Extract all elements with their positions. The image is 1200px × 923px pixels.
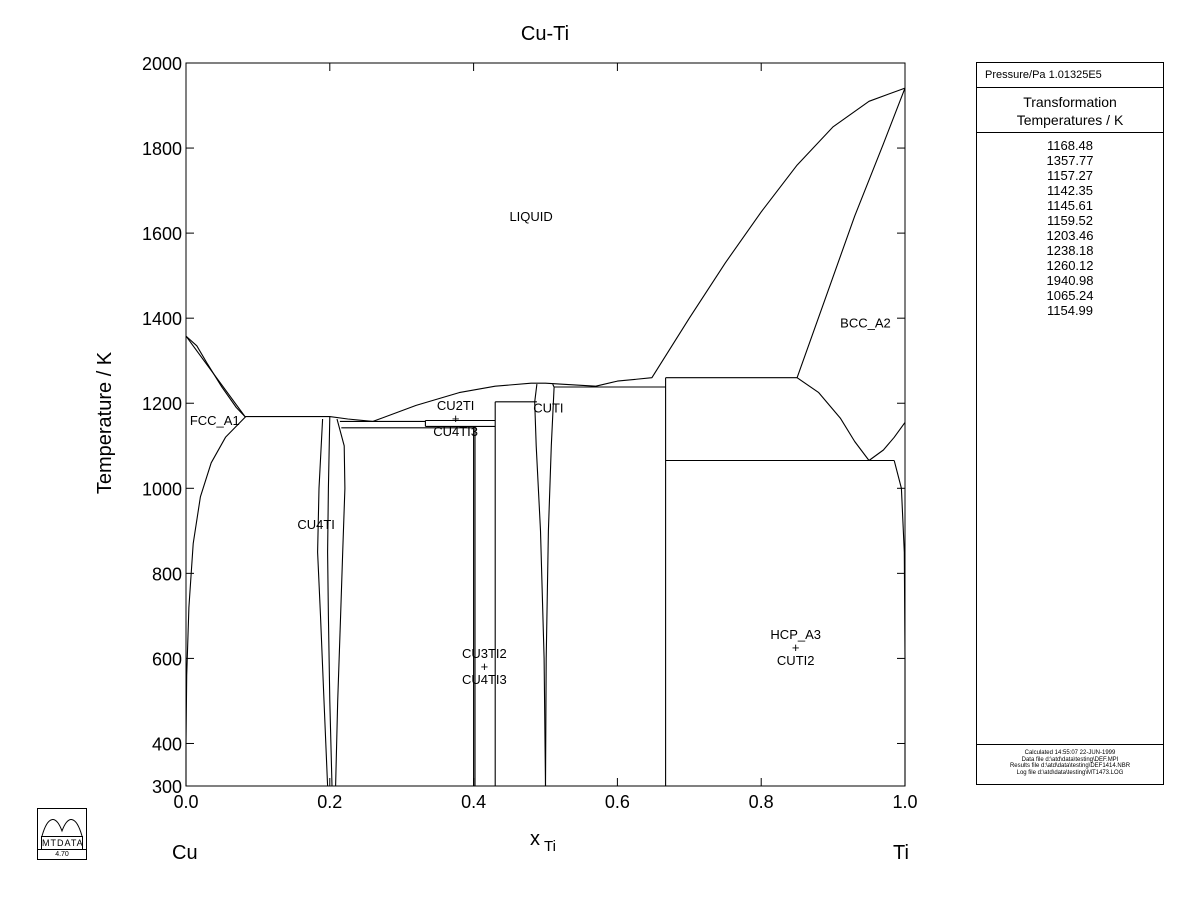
temperature-value: 1154.99 bbox=[1046, 303, 1094, 318]
calculation-info bbox=[977, 744, 1163, 784]
temperature-value: 1238.18 bbox=[1046, 243, 1094, 258]
y-tick-label: 1000 bbox=[141, 479, 182, 500]
phase-label: CU4TI bbox=[297, 517, 335, 533]
data-file-line: Data file d:\atd\data\testing\DEF.MPI bbox=[1021, 756, 1119, 763]
phase-boundary-line bbox=[336, 419, 345, 786]
y-axis-label: Temperature / K bbox=[94, 351, 116, 495]
phase-boundary-line bbox=[186, 417, 246, 786]
phase-label: CUTI2 bbox=[776, 652, 815, 668]
temperature-value: 1157.27 bbox=[1046, 168, 1094, 183]
chart-title: Cu-Ti bbox=[520, 23, 570, 45]
y-tick-label: 1800 bbox=[141, 139, 182, 160]
temperature-list bbox=[977, 133, 1163, 318]
phase-boundary-line bbox=[797, 378, 869, 461]
phase-label: + bbox=[791, 639, 800, 655]
temperature-value: 1145.61 bbox=[1046, 198, 1094, 213]
y-tick-label: 800 bbox=[151, 564, 182, 585]
phase-boundary-line bbox=[546, 384, 555, 786]
phase-label: FCC_A1 bbox=[189, 413, 240, 429]
phase-boundary-line bbox=[797, 88, 905, 378]
calculated-line: Calculated 14:55:07 22-JUN-1999 bbox=[1024, 750, 1116, 756]
results-file-line: Results file d:\atd\data\testing\DEF1414.NBR bbox=[1009, 763, 1131, 769]
y-tick-label: 2000 bbox=[141, 54, 182, 74]
phase-labels bbox=[190, 209, 891, 687]
phase-boundary-line bbox=[869, 422, 905, 460]
x-tick-label: 0.6 bbox=[604, 792, 630, 812]
phase-boundary-line bbox=[186, 88, 905, 421]
phase-label: + bbox=[480, 659, 489, 675]
y-tick-label: 1600 bbox=[141, 224, 182, 245]
x-tick-label: 0.2 bbox=[317, 792, 343, 812]
phase-label: CU2TI bbox=[436, 398, 475, 414]
logo-version: 4.70 bbox=[38, 849, 86, 859]
y-tick-label: 1200 bbox=[141, 394, 182, 415]
logo-text: MTDATA bbox=[42, 838, 84, 848]
phase-boundary-line bbox=[328, 417, 332, 786]
plot-frame bbox=[186, 63, 905, 786]
temperature-value: 1940.98 bbox=[1046, 273, 1094, 288]
mtdata-logo bbox=[37, 808, 87, 860]
phase-boundary-line bbox=[535, 384, 546, 786]
temperature-value: 1142.35 bbox=[1046, 183, 1094, 198]
phase-label: CU4TI3 bbox=[433, 424, 479, 440]
phase-label: BCC_A2 bbox=[840, 315, 891, 331]
y-tick-label: 1400 bbox=[141, 309, 182, 330]
temperature-value: 1203.46 bbox=[1046, 228, 1094, 243]
phase-boundary-line bbox=[894, 461, 905, 787]
axis-ticks bbox=[142, 54, 918, 812]
logo-mark-icon bbox=[38, 809, 86, 837]
y-tick-label: 300 bbox=[151, 777, 182, 797]
panel-title bbox=[977, 88, 1163, 133]
transformation-panel bbox=[976, 62, 1164, 785]
temperature-value: 1168.48 bbox=[1046, 138, 1094, 153]
temperature-value: 1065.24 bbox=[1046, 288, 1094, 303]
temperature-value: 1159.52 bbox=[1046, 213, 1094, 228]
temperature-value: 1260.12 bbox=[1046, 258, 1094, 273]
phase-label: CU4TI3 bbox=[461, 672, 507, 688]
x-axis-label-sub: Ti bbox=[544, 838, 556, 855]
x-tick-label: 1.0 bbox=[892, 792, 918, 812]
phase-label: CU3TI2 bbox=[461, 646, 507, 662]
y-tick-label: 600 bbox=[151, 649, 182, 670]
temperature-value: 1357.77 bbox=[1046, 153, 1094, 168]
y-tick-label: 400 bbox=[151, 734, 182, 755]
end-label-cu: Cu bbox=[172, 842, 198, 864]
phase-boundaries bbox=[186, 88, 905, 786]
x-axis-label bbox=[530, 828, 556, 855]
x-tick-label: 0.8 bbox=[748, 792, 774, 812]
x-axis-label-main: x bbox=[530, 828, 540, 850]
phase-boundary-line bbox=[318, 419, 328, 786]
phase-label: LIQUID bbox=[509, 209, 553, 225]
panel-title-line1: Transformation bbox=[1023, 94, 1117, 110]
phase-label: CUTI bbox=[533, 400, 564, 416]
phase-label: + bbox=[451, 411, 460, 427]
phase-label: HCP_A3 bbox=[770, 626, 822, 642]
x-tick-label: 0.0 bbox=[173, 792, 199, 812]
x-tick-label: 0.4 bbox=[461, 792, 487, 812]
panel-title-line2: Temperatures / K bbox=[1016, 112, 1124, 128]
log-file-line: Log file d:\atd\data\testing\MT1473.LOG bbox=[1016, 769, 1124, 776]
pressure-label: Pressure/Pa 1.01325E5 bbox=[977, 63, 1163, 88]
end-label-ti: Ti bbox=[893, 842, 909, 864]
